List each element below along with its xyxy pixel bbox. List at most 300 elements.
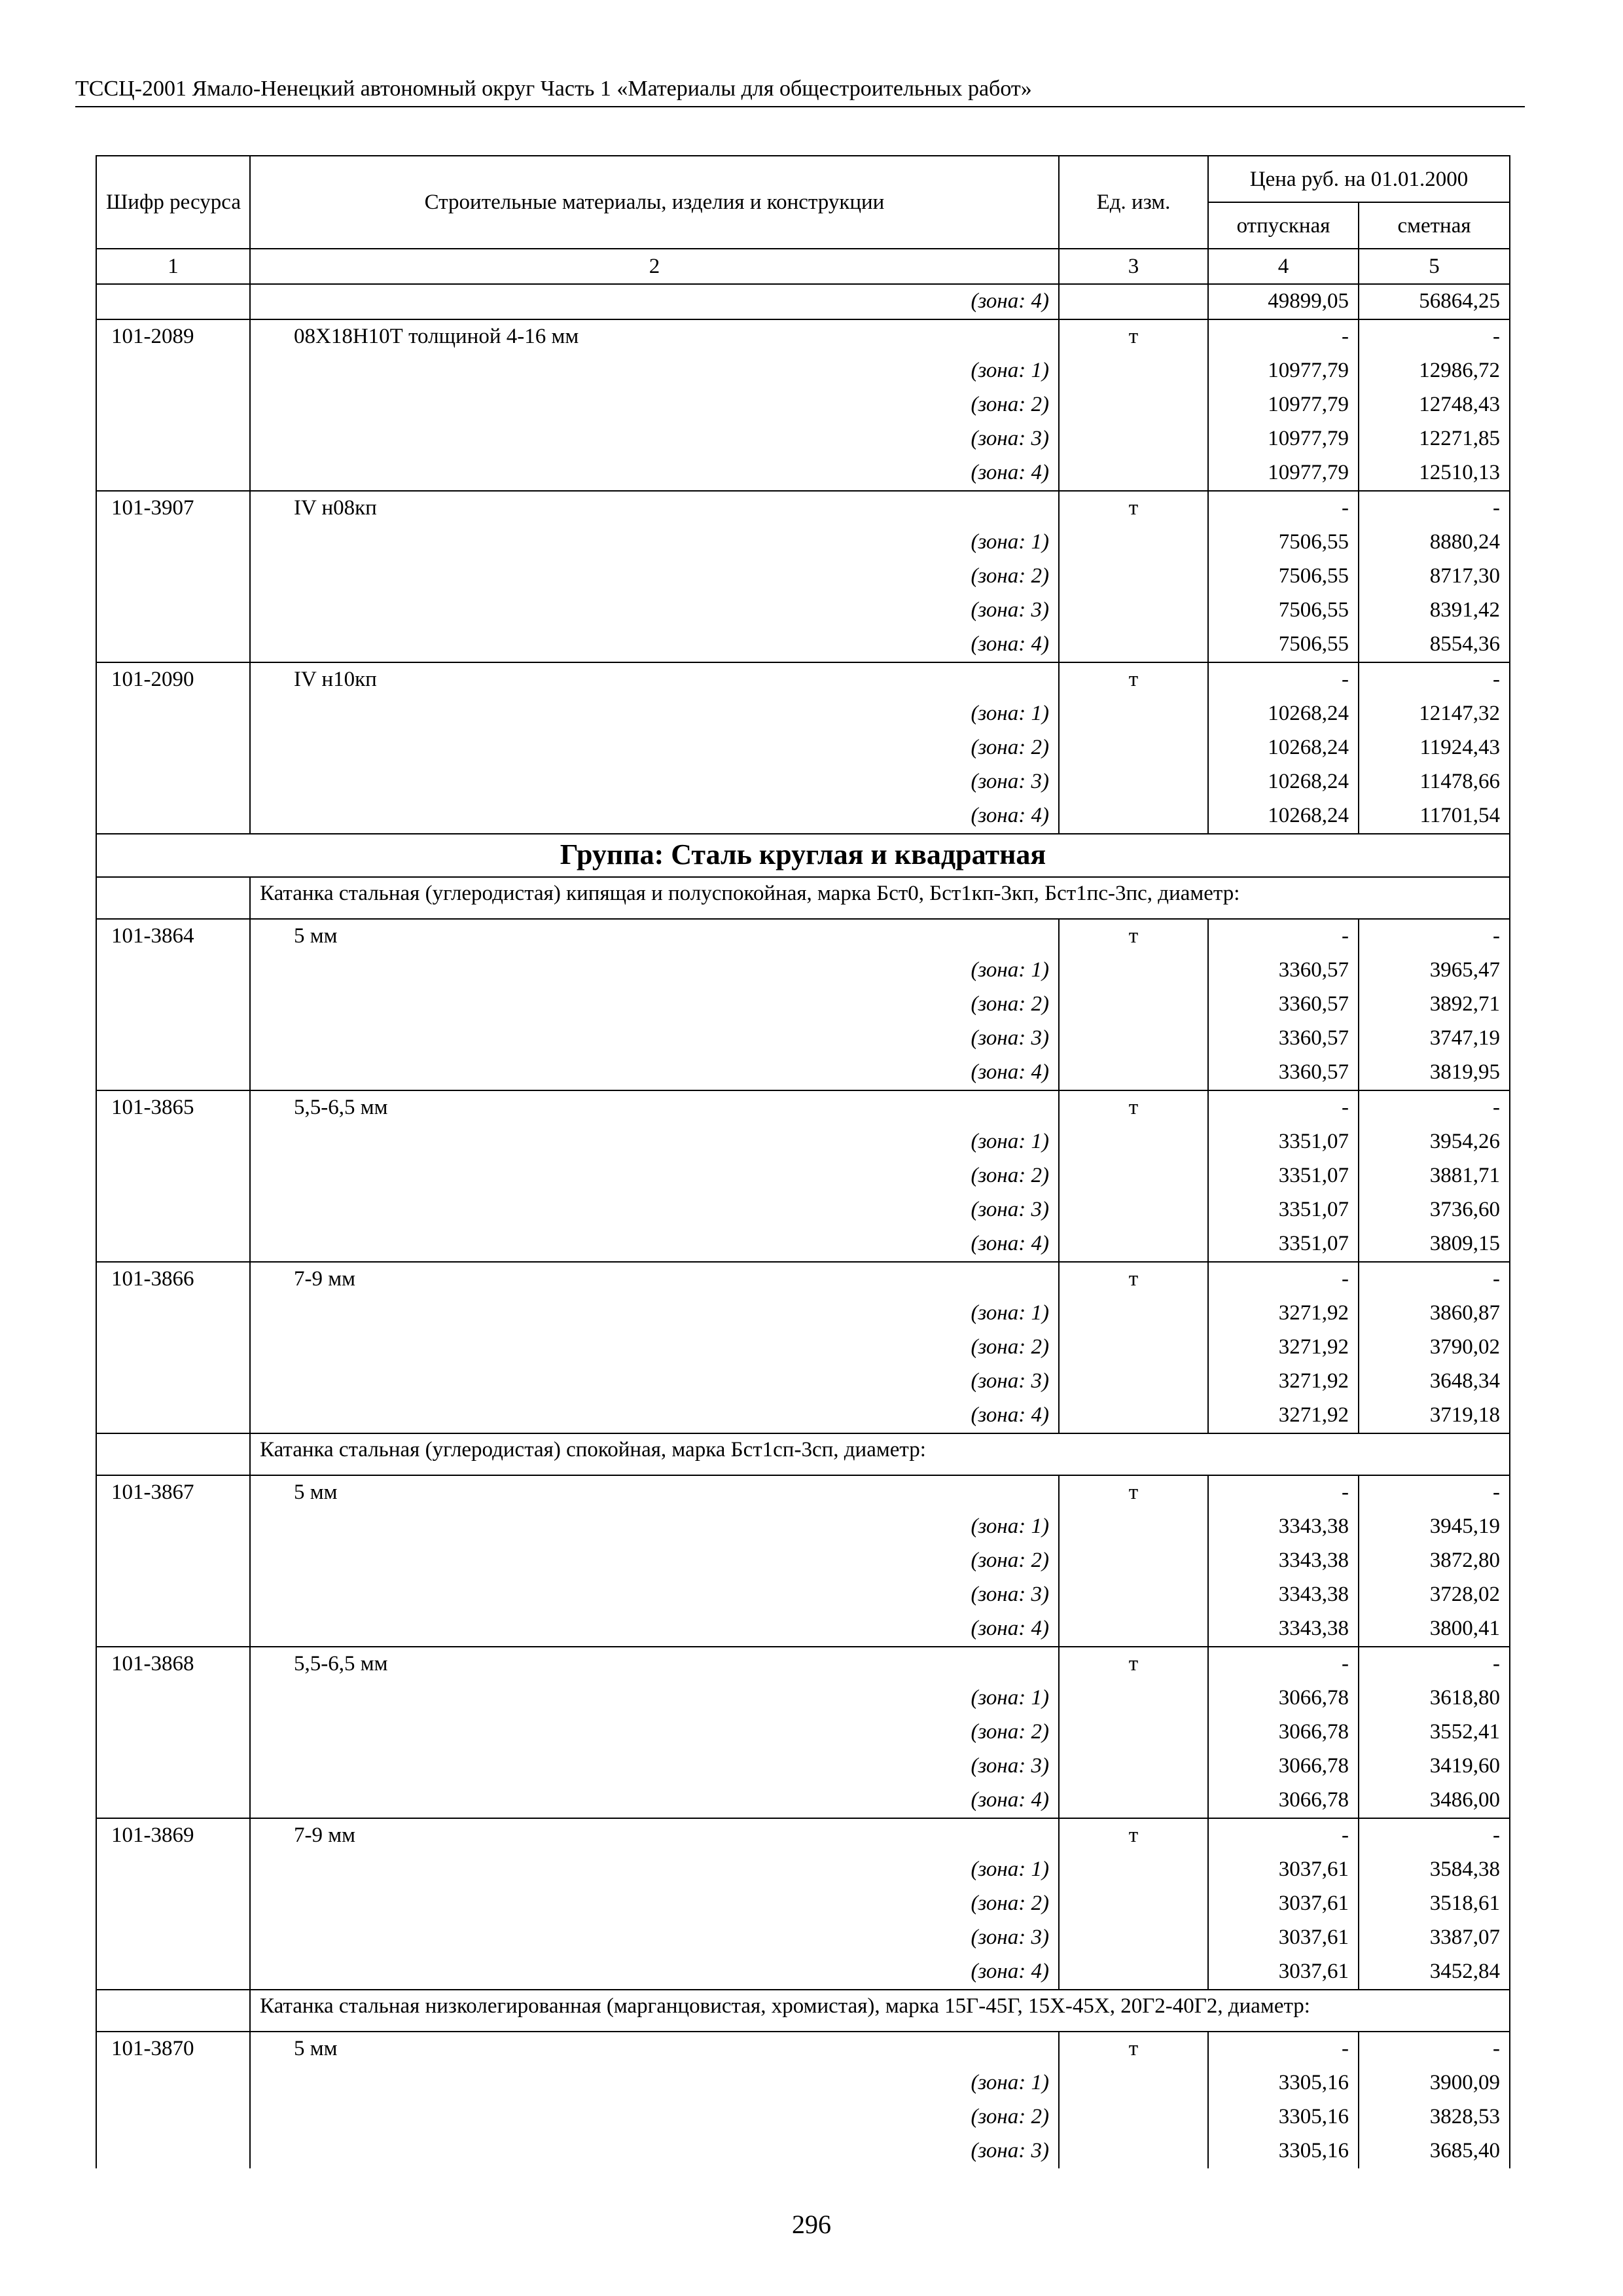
release-price: - [1208, 1475, 1359, 1510]
col-header-release: отпускная [1208, 202, 1359, 249]
resource-code-cell [96, 1125, 250, 1159]
zone-label: (зона: 3) [250, 1193, 1059, 1227]
subgroup-code-cell [96, 1433, 250, 1475]
item-row [96, 1818, 1510, 1853]
zone-label: (зона: 4) [250, 1227, 1059, 1262]
zone-label: (зона: 2) [250, 560, 1059, 594]
zone-row [96, 1193, 1510, 1227]
col-number: 5 [1359, 249, 1510, 284]
unit-cell [1059, 697, 1208, 731]
release-price: 10268,24 [1208, 697, 1359, 731]
unit-cell [1059, 1159, 1208, 1193]
resource-code-cell [96, 1365, 250, 1399]
unit-cell [1059, 1681, 1208, 1715]
subgroup-row [96, 1990, 1510, 2032]
resource-code-cell [96, 954, 250, 988]
material-name: 5 мм [250, 919, 1059, 954]
unit-cell [1059, 2100, 1208, 2134]
price-table [96, 155, 1510, 2168]
release-price: 3351,07 [1208, 1227, 1359, 1262]
release-price: 3271,92 [1208, 1399, 1359, 1433]
estimate-price: 3945,19 [1359, 1510, 1510, 1544]
release-price: 3343,38 [1208, 1544, 1359, 1578]
release-price: 3037,61 [1208, 1921, 1359, 1955]
estimate-price: - [1359, 491, 1510, 526]
estimate-price: 3881,71 [1359, 1159, 1510, 1193]
estimate-price: 3584,38 [1359, 1853, 1510, 1887]
estimate-price: 11924,43 [1359, 731, 1510, 765]
zone-row [96, 1331, 1510, 1365]
zone-label: (зона: 4) [250, 1784, 1059, 1818]
unit-cell [1059, 1227, 1208, 1262]
resource-code-cell [96, 1749, 250, 1784]
zone-row [96, 988, 1510, 1022]
estimate-price: 3618,80 [1359, 1681, 1510, 1715]
release-price: 10977,79 [1208, 422, 1359, 456]
estimate-price: 11701,54 [1359, 799, 1510, 834]
release-price: 3343,38 [1208, 1578, 1359, 1612]
unit-cell [1059, 1578, 1208, 1612]
unit-cell: т [1059, 662, 1208, 697]
zone-row [96, 1125, 1510, 1159]
zone-label: (зона: 4) [250, 799, 1059, 834]
zone-row [96, 1749, 1510, 1784]
page-header: ТССЦ-2001 Ямало-Ненецкий автономный округ Часть 1 «Материалы для общестроительных работ» [75, 77, 1032, 101]
col-number: 1 [96, 249, 250, 284]
zone-label: (зона: 4) [250, 1056, 1059, 1090]
estimate-price: 12147,32 [1359, 697, 1510, 731]
unit-cell [1059, 799, 1208, 834]
unit-cell [1059, 1544, 1208, 1578]
zone-row [96, 628, 1510, 662]
estimate-price: 3809,15 [1359, 1227, 1510, 1262]
resource-code: 101-3865 [96, 1090, 250, 1125]
unit-cell: т [1059, 2032, 1208, 2066]
zone-label: (зона: 2) [250, 1544, 1059, 1578]
group-row [96, 834, 1510, 877]
subgroup-description: Катанка стальная низколегированная (марганцовистая, хромистая), марка 15Г-45Г, 15Х-45Х, 20Г2-40Г2, диаметр: [250, 1990, 1510, 2032]
estimate-price: 3719,18 [1359, 1399, 1510, 1433]
release-price: 7506,55 [1208, 560, 1359, 594]
zone-row [96, 560, 1510, 594]
estimate-price: 3387,07 [1359, 1921, 1510, 1955]
release-price: 3351,07 [1208, 1159, 1359, 1193]
zone-row [96, 1544, 1510, 1578]
resource-code-cell [96, 284, 250, 319]
release-price: 3037,61 [1208, 1955, 1359, 1990]
unit-cell [1059, 354, 1208, 388]
material-name: 5,5-6,5 мм [250, 1090, 1059, 1125]
estimate-price: 3790,02 [1359, 1331, 1510, 1365]
zone-row [96, 354, 1510, 388]
estimate-price: 3486,00 [1359, 1784, 1510, 1818]
estimate-price: 12510,13 [1359, 456, 1510, 491]
zone-row [96, 456, 1510, 491]
estimate-price: 3892,71 [1359, 988, 1510, 1022]
release-price: 10268,24 [1208, 799, 1359, 834]
zone-row [96, 1715, 1510, 1749]
unit-cell: т [1059, 491, 1208, 526]
estimate-price: 12986,72 [1359, 354, 1510, 388]
resource-code-cell [96, 799, 250, 834]
release-price: 3066,78 [1208, 1784, 1359, 1818]
release-price: 3066,78 [1208, 1749, 1359, 1784]
zone-row [96, 1510, 1510, 1544]
table-body [96, 284, 1510, 2168]
resource-code-cell [96, 1887, 250, 1921]
release-price: 3343,38 [1208, 1510, 1359, 1544]
zone-label: (зона: 3) [250, 1749, 1059, 1784]
unit-cell [1059, 422, 1208, 456]
zone-row [96, 765, 1510, 799]
zone-row [96, 1297, 1510, 1331]
resource-code: 101-3907 [96, 491, 250, 526]
resource-code-cell [96, 731, 250, 765]
resource-code-cell [96, 988, 250, 1022]
unit-cell [1059, 388, 1208, 422]
zone-row [96, 697, 1510, 731]
unit-cell [1059, 1365, 1208, 1399]
estimate-price: 11478,66 [1359, 765, 1510, 799]
zone-label: (зона: 2) [250, 988, 1059, 1022]
resource-code-cell [96, 560, 250, 594]
zone-row [96, 1022, 1510, 1056]
material-name: 5 мм [250, 2032, 1059, 2066]
zone-row [96, 1612, 1510, 1647]
zone-row [96, 422, 1510, 456]
item-row [96, 1475, 1510, 1510]
item-row [96, 2032, 1510, 2066]
zone-label: (зона: 4) [250, 1399, 1059, 1433]
release-price: 3360,57 [1208, 988, 1359, 1022]
subgroup-code-cell [96, 1990, 250, 2032]
unit-cell [1059, 1715, 1208, 1749]
resource-code: 101-2089 [96, 319, 250, 354]
release-price: 3360,57 [1208, 1022, 1359, 1056]
zone-label: (зона: 1) [250, 1681, 1059, 1715]
col-header-unit: Ед. изм. [1059, 156, 1208, 249]
estimate-price: 3518,61 [1359, 1887, 1510, 1921]
zone-label: (зона: 3) [250, 1365, 1059, 1399]
unit-cell [1059, 1784, 1208, 1818]
unit-cell [1059, 560, 1208, 594]
resource-code-cell [96, 1784, 250, 1818]
zone-label: (зона: 3) [250, 1022, 1059, 1056]
estimate-price: 56864,25 [1359, 284, 1510, 319]
unit-cell [1059, 456, 1208, 491]
release-price: 10268,24 [1208, 731, 1359, 765]
zone-label: (зона: 1) [250, 697, 1059, 731]
resource-code-cell [96, 1159, 250, 1193]
resource-code: 101-2090 [96, 662, 250, 697]
resource-code-cell [96, 1022, 250, 1056]
unit-cell [1059, 731, 1208, 765]
resource-code: 101-3866 [96, 1262, 250, 1297]
release-price: 10268,24 [1208, 765, 1359, 799]
page-number: 296 [792, 2210, 831, 2239]
resource-code-cell [96, 526, 250, 560]
resource-code-cell [96, 1399, 250, 1433]
release-price: 7506,55 [1208, 628, 1359, 662]
unit-cell [1059, 1056, 1208, 1090]
resource-code-cell [96, 1612, 250, 1647]
zone-row [96, 1056, 1510, 1090]
zone-label: (зона: 2) [250, 731, 1059, 765]
release-price: - [1208, 1647, 1359, 1681]
release-price: 7506,55 [1208, 526, 1359, 560]
zone-row [96, 1784, 1510, 1818]
unit-cell [1059, 1612, 1208, 1647]
material-name: IV н08кп [250, 491, 1059, 526]
estimate-price: 3552,41 [1359, 1715, 1510, 1749]
zone-label: (зона: 2) [250, 1331, 1059, 1365]
zone-label: (зона: 3) [250, 1578, 1059, 1612]
resource-code-cell [96, 1578, 250, 1612]
estimate-price: - [1359, 2032, 1510, 2066]
zone-row [96, 284, 1510, 319]
unit-cell [1059, 1297, 1208, 1331]
release-price: 3066,78 [1208, 1681, 1359, 1715]
zone-row [96, 1921, 1510, 1955]
release-price: 3037,61 [1208, 1887, 1359, 1921]
zone-label: (зона: 1) [250, 954, 1059, 988]
unit-cell [1059, 1921, 1208, 1955]
estimate-price: - [1359, 1090, 1510, 1125]
estimate-price: - [1359, 662, 1510, 697]
resource-code-cell [96, 1921, 250, 1955]
zone-row [96, 1955, 1510, 1990]
material-name: 5 мм [250, 1475, 1059, 1510]
estimate-price: 3828,53 [1359, 2100, 1510, 2134]
group-title: Группа: Сталь круглая и квадратная [96, 834, 1510, 877]
item-row [96, 491, 1510, 526]
subgroup-row [96, 877, 1510, 919]
resource-code-cell [96, 1715, 250, 1749]
zone-row [96, 1887, 1510, 1921]
release-price: 3360,57 [1208, 1056, 1359, 1090]
zone-row [96, 799, 1510, 834]
unit-cell [1059, 1955, 1208, 1990]
estimate-price: 3648,34 [1359, 1365, 1510, 1399]
col-header-estimate: сметная [1359, 202, 1510, 249]
unit-cell [1059, 526, 1208, 560]
unit-cell [1059, 1510, 1208, 1544]
unit-cell: т [1059, 319, 1208, 354]
material-name: 08Х18Н10Т толщиной 4-16 мм [250, 319, 1059, 354]
release-price: - [1208, 1090, 1359, 1125]
release-price: 3305,16 [1208, 2100, 1359, 2134]
unit-cell [1059, 1193, 1208, 1227]
release-price: 3305,16 [1208, 2066, 1359, 2100]
zone-label: (зона: 1) [250, 2066, 1059, 2100]
release-price: 3271,92 [1208, 1297, 1359, 1331]
col-header-code: Шифр ресурса [96, 156, 250, 249]
unit-cell: т [1059, 919, 1208, 954]
estimate-price: 8391,42 [1359, 594, 1510, 628]
estimate-price: 3965,47 [1359, 954, 1510, 988]
item-row [96, 919, 1510, 954]
zone-label: (зона: 3) [250, 594, 1059, 628]
release-price: 3037,61 [1208, 1853, 1359, 1887]
zone-row [96, 1399, 1510, 1433]
zone-row [96, 2134, 1510, 2168]
estimate-price: 3685,40 [1359, 2134, 1510, 2168]
unit-cell [1059, 2066, 1208, 2100]
estimate-price: 3800,41 [1359, 1612, 1510, 1647]
unit-cell: т [1059, 1818, 1208, 1853]
estimate-price: 12271,85 [1359, 422, 1510, 456]
zone-label: (зона: 4) [250, 1612, 1059, 1647]
subgroup-description: Катанка стальная (углеродистая) спокойная, марка Бст1сп-3сп, диаметр: [250, 1433, 1510, 1475]
unit-cell [1059, 1749, 1208, 1784]
zone-row [96, 526, 1510, 560]
zone-label: (зона: 2) [250, 1159, 1059, 1193]
release-price: 10977,79 [1208, 388, 1359, 422]
release-price: - [1208, 491, 1359, 526]
resource-code-cell [96, 2134, 250, 2168]
unit-cell: т [1059, 1262, 1208, 1297]
zone-label: (зона: 3) [250, 422, 1059, 456]
item-row [96, 1090, 1510, 1125]
item-row [96, 662, 1510, 697]
release-price: 3305,16 [1208, 2134, 1359, 2168]
zone-label: (зона: 1) [250, 1297, 1059, 1331]
col-header-price: Цена руб. на 01.01.2000 [1208, 156, 1510, 202]
zone-row [96, 1681, 1510, 1715]
release-price: - [1208, 319, 1359, 354]
release-price: 3343,38 [1208, 1612, 1359, 1647]
material-name: 5,5-6,5 мм [250, 1647, 1059, 1681]
release-price: - [1208, 662, 1359, 697]
estimate-price: 12748,43 [1359, 388, 1510, 422]
col-number: 3 [1059, 249, 1208, 284]
zone-label: (зона: 2) [250, 1887, 1059, 1921]
release-price: 3271,92 [1208, 1365, 1359, 1399]
item-row [96, 1262, 1510, 1297]
resource-code-cell [96, 1853, 250, 1887]
unit-cell: т [1059, 1090, 1208, 1125]
unit-cell [1059, 1887, 1208, 1921]
zone-row [96, 1578, 1510, 1612]
zone-label: (зона: 2) [250, 1715, 1059, 1749]
unit-cell [1059, 1853, 1208, 1887]
release-price: 7506,55 [1208, 594, 1359, 628]
estimate-price: - [1359, 1475, 1510, 1510]
zone-label: (зона: 1) [250, 1853, 1059, 1887]
zone-row [96, 1853, 1510, 1887]
resource-code-cell [96, 1331, 250, 1365]
resource-code-cell [96, 1056, 250, 1090]
subgroup-code-cell [96, 877, 250, 919]
resource-code-cell [96, 354, 250, 388]
resource-code-cell [96, 1510, 250, 1544]
resource-code-cell [96, 1955, 250, 1990]
zone-row [96, 1159, 1510, 1193]
unit-cell [1059, 284, 1208, 319]
resource-code-cell [96, 628, 250, 662]
resource-code-cell [96, 422, 250, 456]
release-price: 10977,79 [1208, 354, 1359, 388]
resource-code-cell [96, 1297, 250, 1331]
release-price: 3066,78 [1208, 1715, 1359, 1749]
zone-label: (зона: 3) [250, 2134, 1059, 2168]
release-price: - [1208, 1818, 1359, 1853]
item-row [96, 1647, 1510, 1681]
release-price: 3271,92 [1208, 1331, 1359, 1365]
unit-cell [1059, 594, 1208, 628]
estimate-price: 3819,95 [1359, 1056, 1510, 1090]
resource-code-cell [96, 1544, 250, 1578]
estimate-price: - [1359, 1262, 1510, 1297]
zone-row [96, 1227, 1510, 1262]
estimate-price: 8554,36 [1359, 628, 1510, 662]
zone-label: (зона: 1) [250, 526, 1059, 560]
unit-cell [1059, 1125, 1208, 1159]
subgroup-row [96, 1433, 1510, 1475]
release-price: - [1208, 1262, 1359, 1297]
release-price: - [1208, 2032, 1359, 2066]
unit-cell [1059, 954, 1208, 988]
estimate-price: - [1359, 919, 1510, 954]
zone-label: (зона: 4) [250, 456, 1059, 491]
material-name: 7-9 мм [250, 1262, 1059, 1297]
release-price: 49899,05 [1208, 284, 1359, 319]
estimate-price: 8880,24 [1359, 526, 1510, 560]
estimate-price: 3452,84 [1359, 1955, 1510, 1990]
col-number: 2 [250, 249, 1059, 284]
zone-row [96, 954, 1510, 988]
zone-row [96, 2066, 1510, 2100]
estimate-price: - [1359, 1647, 1510, 1681]
resource-code-cell [96, 1227, 250, 1262]
zone-row [96, 731, 1510, 765]
zone-label: (зона: 1) [250, 1510, 1059, 1544]
estimate-price: 3900,09 [1359, 2066, 1510, 2100]
zone-label: (зона: 4) [250, 628, 1059, 662]
resource-code-cell [96, 594, 250, 628]
estimate-price: 3736,60 [1359, 1193, 1510, 1227]
subgroup-description: Катанка стальная (углеродистая) кипящая и полуспокойная, марка Бст0, Бст1кп-3кп, Бст1пс-3пс, диаметр: [250, 877, 1510, 919]
unit-cell [1059, 2134, 1208, 2168]
resource-code: 101-3867 [96, 1475, 250, 1510]
zone-label: (зона: 3) [250, 765, 1059, 799]
col-header-name: Строительные материалы, изделия и конструкции [250, 156, 1059, 249]
resource-code-cell [96, 1681, 250, 1715]
release-price: 3360,57 [1208, 954, 1359, 988]
estimate-price: 3747,19 [1359, 1022, 1510, 1056]
header-rule [75, 106, 1525, 107]
zone-label: (зона: 2) [250, 388, 1059, 422]
release-price: 3351,07 [1208, 1193, 1359, 1227]
resource-code-cell [96, 765, 250, 799]
zone-row [96, 2100, 1510, 2134]
material-name: IV н10кп [250, 662, 1059, 697]
unit-cell [1059, 1331, 1208, 1365]
zone-label: (зона: 2) [250, 2100, 1059, 2134]
estimate-price: 3728,02 [1359, 1578, 1510, 1612]
resource-code: 101-3864 [96, 919, 250, 954]
estimate-price: - [1359, 319, 1510, 354]
unit-cell: т [1059, 1475, 1208, 1510]
zone-label: (зона: 1) [250, 354, 1059, 388]
zone-label: (зона: 3) [250, 1921, 1059, 1955]
material-name: 7-9 мм [250, 1818, 1059, 1853]
zone-row [96, 388, 1510, 422]
table-header [96, 156, 1510, 284]
item-row [96, 319, 1510, 354]
unit-cell [1059, 988, 1208, 1022]
estimate-price: - [1359, 1818, 1510, 1853]
